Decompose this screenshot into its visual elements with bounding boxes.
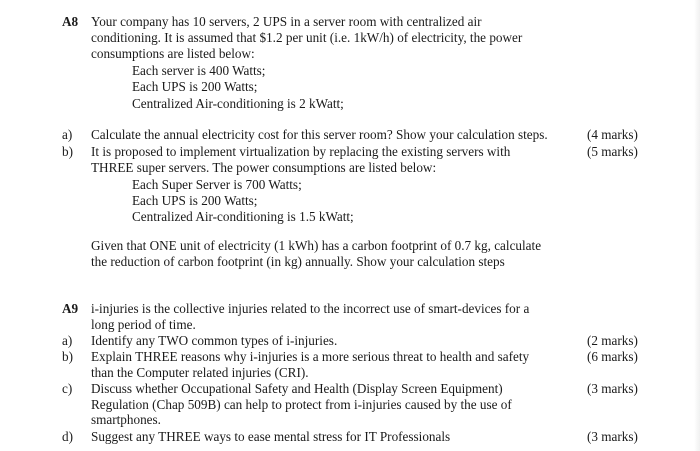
a9-part-c-line: Regulation (Chap 509B) can help to protect from i-injuries caused by the use of bbox=[91, 397, 512, 412]
a8-consumption-item: Each server is 400 Watts; bbox=[132, 63, 266, 78]
a8-part-b-line: THREE super servers. The power consumptions are listed below: bbox=[91, 160, 437, 175]
a8-carbon-line: the reduction of carbon footprint (in kg) annually. Show your calculation steps bbox=[91, 254, 505, 269]
a9-part-b-line: than the Computer related injuries (CRI). bbox=[91, 365, 309, 380]
marks-a9-a: (2 marks) bbox=[587, 333, 638, 348]
page-edge-shadow bbox=[694, 0, 700, 451]
marks-a9-c: (3 marks) bbox=[587, 381, 638, 396]
marks-a9-d: (3 marks) bbox=[587, 429, 638, 444]
a9-part-c-line: smartphones. bbox=[91, 412, 161, 427]
a9-intro-line: long period of time. bbox=[91, 317, 196, 332]
question-number-a8: A8 bbox=[62, 14, 79, 29]
part-label-a8-b: b) bbox=[62, 144, 73, 159]
part-label-a9-b: b) bbox=[62, 349, 73, 364]
a8-part-a-text: Calculate the annual electricity cost for this server room? Show your calculation steps. bbox=[91, 127, 548, 142]
marks-a8-b: (5 marks) bbox=[587, 144, 638, 159]
a8-intro-line: consumptions are listed below: bbox=[91, 46, 255, 61]
a8-consumption-item: Centralized Air-conditioning is 2 kWatt; bbox=[132, 96, 344, 111]
a9-part-c-line: Discuss whether Occupational Safety and Health (Display Screen Equipment) bbox=[91, 381, 503, 396]
part-label-a9-c: c) bbox=[62, 381, 73, 396]
a8-intro-line: Your company has 10 servers, 2 UPS in a server room with centralized air bbox=[91, 14, 482, 29]
question-number-a9: A9 bbox=[62, 301, 79, 316]
a9-part-d-line: Suggest any THREE ways to ease mental stress for IT Professionals bbox=[91, 429, 451, 444]
marks-a8-a: (4 marks) bbox=[587, 127, 638, 142]
a8-part-b-line: It is proposed to implement virtualization by replacing the existing servers with bbox=[91, 144, 511, 159]
a8-carbon-line: Given that ONE unit of electricity (1 kWh) has a carbon footprint of 0.7 kg, calculate bbox=[91, 238, 542, 253]
a8-consumption-item: Each UPS is 200 Watts; bbox=[132, 79, 258, 94]
part-label-a9-a: a) bbox=[62, 333, 73, 348]
a8-intro-line: conditioning. It is assumed that $1.2 per unit (i.e. 1kW/h) of electricity, the power bbox=[91, 30, 523, 45]
part-label-a9-d: d) bbox=[62, 429, 73, 444]
a9-part-a-line: Identify any TWO common types of i-injuries. bbox=[91, 333, 338, 348]
part-label-a8-a: a) bbox=[62, 127, 73, 142]
a9-intro-line: i-injuries is the collective injuries related to the incorrect use of smart-devices for a bbox=[91, 301, 530, 316]
marks-a9-b: (6 marks) bbox=[587, 349, 638, 364]
a8-b-consumption-item: Each Super Server is 700 Watts; bbox=[132, 177, 302, 192]
a8-b-consumption-item: Centralized Air-conditioning is 1.5 kWatt; bbox=[132, 209, 354, 224]
a9-part-b-line: Explain THREE reasons why i-injuries is a more serious threat to health and safety bbox=[91, 349, 530, 364]
a8-b-consumption-item: Each UPS is 200 Watts; bbox=[132, 193, 258, 208]
